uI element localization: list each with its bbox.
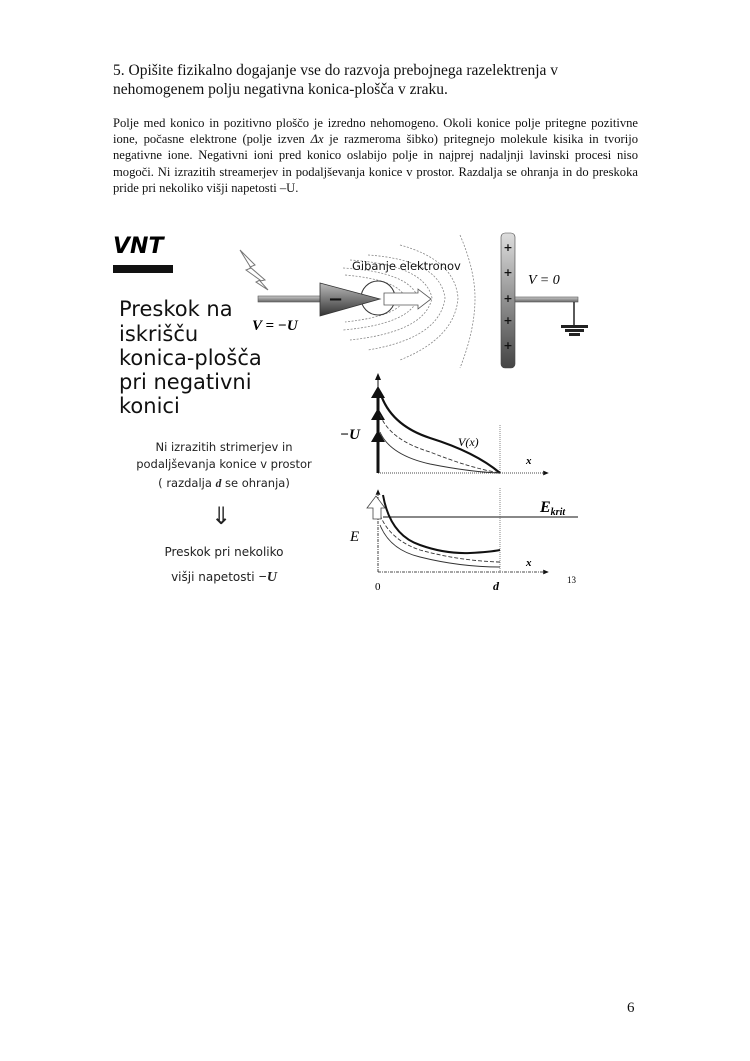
field-increase-arrow [367,496,385,519]
svg-text:konica-plošča: konica-plošča [119,346,262,370]
svg-text:podaljševanja konice v prostor: podaljševanja konice v prostor [136,457,312,471]
answer-text-1: Polje med konico in pozitivno ploščo je izredno nehomogeno. Okoli konice polje pritegne pozitivne ione, počasne elektrone (polje izven [113,116,638,147]
svg-text:iskrišču: iskrišču [119,322,199,346]
ground-rod [515,297,578,302]
svg-text:( razdalja d se ohranja): ( razdalja d se ohranja) [158,476,290,490]
electrode-rod [258,296,324,302]
svg-text:pri negativni: pri negativni [119,370,252,394]
x-label-lower: x [526,557,532,569]
slide-number: 13 [567,575,576,585]
svg-text:+: + [503,339,513,352]
electron-label: Gibanje elektronov [352,259,461,273]
ground-icon [561,302,588,336]
slide-figure [100,220,600,600]
svg-text:Preskok na: Preskok na [119,297,233,321]
answer-text-2: je razmeroma šibko) pritegnejo molekule kisika in tvorijo negativne ione. Negativni ioni pred konico oslabijo polje in najprej nadaljnji lavinski procesi niso mogoči. Ni izrazitih streamerjev in podaljševanja konice v prostor. Razdalja se ohranja in do preskoka pride pri nekoliko višji napetosti –U. [113,132,638,195]
svg-text:+: + [503,292,513,305]
logo-bar [113,265,173,273]
question-line-2: nehomogenem polju negativna konica-plošča v zraku. [113,81,448,98]
e-krit-label: Ekrit [540,499,566,518]
plate-voltage: V = 0 [528,273,560,288]
svg-text:Preskok pri nekoliko: Preskok pri nekoliko [164,545,284,559]
slide-title [119,297,262,418]
v-curve-label: V(x) [458,435,479,449]
origin-label: 0 [375,581,381,593]
question [113,61,653,99]
slide-notes [136,440,312,585]
x-label-upper: x [526,455,532,467]
page-number: 6 [627,1000,635,1016]
answer-paragraph [113,115,638,196]
field-graph [349,488,578,593]
svg-text:+: + [503,241,513,254]
question-line-1: 5. Opišite fizikalno dogajanje vse do razvoja prebojnega razelektrenja v [113,62,559,79]
implies-arrow: ⇓ [210,502,232,530]
svg-text:−: − [328,289,344,310]
svg-text:Ni izrazitih strimerjev in: Ni izrazitih strimerjev in [155,440,293,454]
tip-voltage: V = −U [252,318,298,334]
svg-text:+: + [503,266,513,279]
v-axis-label: −U [340,427,360,443]
delta-x: Δx [310,132,324,147]
lightning-icon [240,250,268,290]
svg-text:višji napetosti −U: višji napetosti −U [171,570,277,585]
potential-graph [340,374,548,473]
distance-label: d [493,579,499,593]
e-axis-label: E [350,529,360,545]
svg-text:konici: konici [119,394,180,418]
svg-text:+: + [503,314,513,327]
logo-vnt: VNT [113,234,164,259]
